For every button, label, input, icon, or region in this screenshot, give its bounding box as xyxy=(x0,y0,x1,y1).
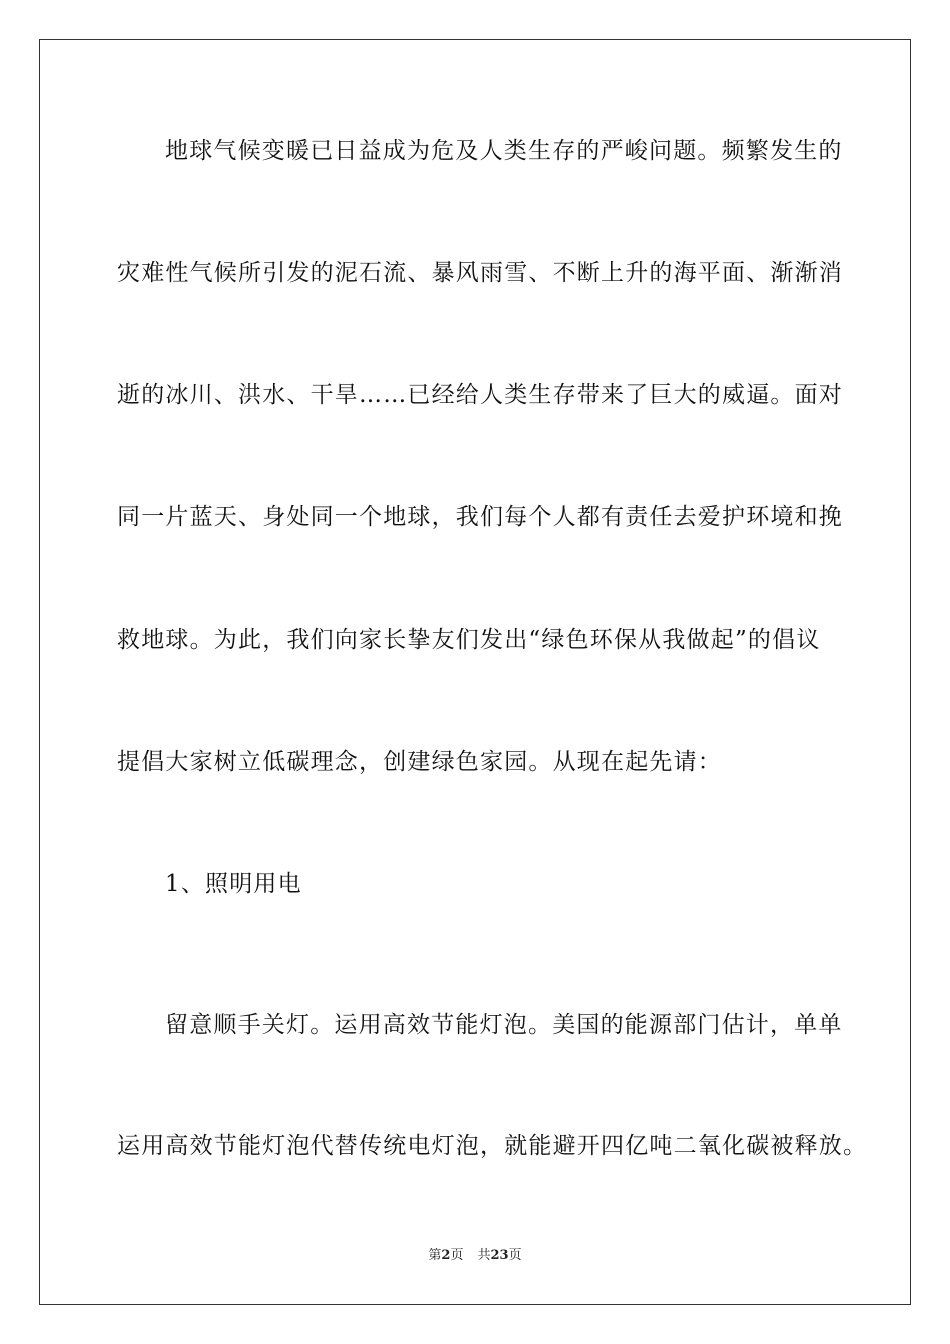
page-suffix: 页 xyxy=(450,1248,464,1263)
paragraph-line: 运用高效节能灯泡代替传统电灯泡，就能避开四亿吨二氧化碳被释放。 xyxy=(117,1133,868,1159)
paragraph-line: 灾难性气候所引发的泥石流、暴风雨雪、不断上升的海平面、渐渐消 xyxy=(117,260,843,286)
total-pages: 23 xyxy=(490,1248,509,1263)
paragraph-line: 提倡大家树立低碳理念，创建绿色家园。从现在起先请： xyxy=(117,749,722,775)
page-footer xyxy=(0,1248,950,1264)
paragraph-line: 留意顺手关灯。运用高效节能灯泡。美国的能源部门估计，单单 xyxy=(165,1012,843,1038)
total-suffix: 页 xyxy=(508,1248,522,1263)
paragraph-line: 救地球。为此，我们向家长挚友们发出“绿色环保从我做起”的倡议 xyxy=(117,627,821,653)
page-prefix: 第 xyxy=(428,1248,442,1263)
section-heading: 1、照明用电 xyxy=(165,871,302,897)
total-prefix: 共 xyxy=(477,1248,491,1263)
paragraph-line: 逝的冰川、洪水、干旱……已经给人类生存带来了巨大的威逼。面对 xyxy=(117,382,843,408)
page-number: 2 xyxy=(441,1248,451,1263)
page-border xyxy=(39,39,911,1305)
paragraph-line: 同一片蓝天、身处同一个地球，我们每个人都有责任去爱护环境和挽 xyxy=(117,504,843,530)
paragraph-line: 地球气候变暖已日益成为危及人类生存的严峻问题。频繁发生的 xyxy=(165,138,843,164)
